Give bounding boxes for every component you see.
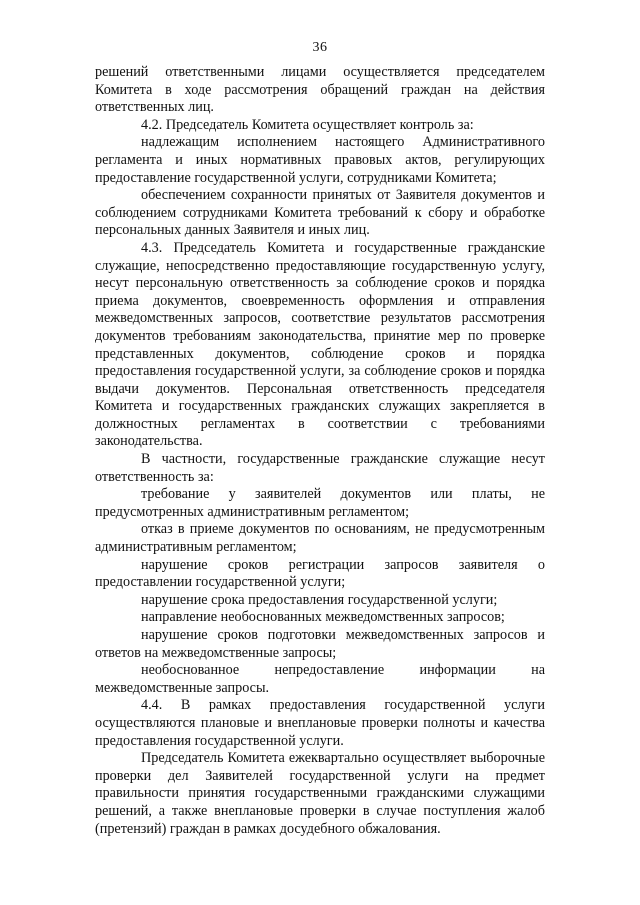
paragraph-continuation: решений ответственными лицами осуществляется председателем Комитета в ходе рассмотрения обращений граждан на действия ответственных лиц.: [95, 64, 545, 116]
page-number: 36: [312, 40, 328, 55]
paragraph-control-item-2: обеспечением сохранности принятых от Заявителя документов и соблюдением сотрудниками Комитета требований к сбору и обработке персональных данных Заявителя и иных лиц.: [95, 187, 545, 239]
list-item: необоснованное непредоставление информации на межведомственные запросы.: [95, 662, 545, 696]
list-item: нарушение срока предоставления государственной услуги;: [141, 591, 498, 608]
paragraph-responsibility-intro: В частности, государственные гражданские служащие несут ответственность за:: [95, 451, 545, 485]
list-item: требование у заявителей документов или платы, не предусмотренных административным регламентом;: [95, 486, 545, 520]
paragraph-control-item-1: надлежащим исполнением настоящего Административного регламента и иных нормативных правовых актов, регулирующих предоставление государственной услуги, сотрудниками Комитета;: [95, 134, 545, 186]
list-item: нарушение сроков подготовки межведомственных запросов и ответов на межведомственные запросы;: [95, 627, 545, 661]
list-item: отказ в приеме документов по основаниям, не предусмотренным административным регламентом;: [95, 521, 545, 556]
paragraph-4-2-heading: 4.2. Председатель Комитета осуществляет контроль за:: [141, 116, 474, 133]
paragraph-4-3: 4.3. Председатель Комитета и государственные гражданские служащие, непосредственно предоставляющие государственную услугу, несут персональную ответственность за соблюдение сроков и порядка приема документов, своевременность оформления и отправления межведомственных запросов, соответствие результатов рассмотрения документов требованиям законодательства, принятие мер по проверке представленных документов, соблюдение сроков и порядка предоставления государственной услуги, за соблюдение сроков и порядка выдачи документов. Персональная ответственность председателя Комитета и государственных гражданских служащих закрепляется в должностных регламентах в соответствии с требованиями законодательства.: [95, 239, 545, 450]
list-item: направление необоснованных межведомственных запросов;: [141, 609, 505, 626]
paragraph-quarterly-checks: Председатель Комитета ежеквартально осуществляет выборочные проверки дел Заявителей государственной услуги на предмет правильности принятия государственными гражданскими служащими решений, а также внеплановые проверки в случае поступления жалоб (претензий) граждан в рамках досудебного обжалования.: [95, 750, 545, 837]
list-item: нарушение сроков регистрации запросов заявителя о предоставлении государственной услуги;: [95, 556, 545, 591]
document-body: [95, 64, 545, 838]
paragraph-4-4: 4.4. В рамках предоставления государственной услуги осуществляются плановые и внеплановые проверки полноты и качества предоставления государственной услуги.: [95, 697, 545, 749]
